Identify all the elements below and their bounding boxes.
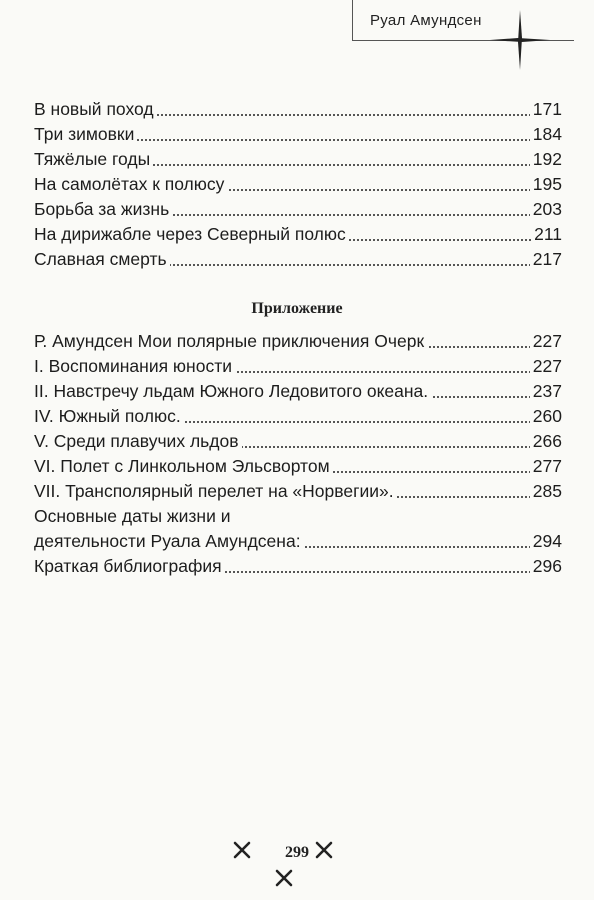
toc-entry-page: 211 — [531, 222, 562, 247]
toc-entry-page: 266 — [530, 429, 562, 454]
toc-main — [34, 97, 562, 272]
toc-entry[interactable] — [34, 247, 562, 272]
toc-entry-page: 237 — [530, 379, 562, 404]
toc-entry-title: I. Воспоминания юности — [34, 356, 235, 376]
toc-entry[interactable] — [34, 479, 562, 504]
toc-entry[interactable] — [34, 329, 562, 354]
appendix-heading: Приложение — [251, 300, 343, 317]
toc-entry-page: 192 — [530, 147, 562, 172]
toc-entry-page: 195 — [530, 172, 562, 197]
toc-entry-page: 227 — [530, 329, 562, 354]
page-footer — [0, 830, 594, 900]
cross-ornament-icon — [232, 840, 252, 860]
toc-entry-page: 184 — [530, 122, 562, 147]
toc-entry-title-line2: деятельности Руала Амундсена: — [34, 531, 304, 551]
toc-appendix — [34, 329, 562, 579]
toc-entry-page: 171 — [530, 97, 562, 122]
toc-entry-title-line1: Основные даты жизни и — [34, 506, 234, 526]
toc-entry-title: IV. Южный полюс. — [34, 406, 184, 426]
toc-entry-title: На самолётах к полюсу — [34, 174, 227, 194]
toc-entry-title: В новый поход — [34, 99, 157, 119]
toc-entry-title: Славная смерть — [34, 249, 170, 269]
toc-entry[interactable] — [34, 404, 562, 429]
toc-entry-title: II. Навстречу льдам Южного Ледовитого океана. — [34, 381, 431, 401]
toc-entry-page: 217 — [530, 247, 562, 272]
toc-entry-page: 294 — [530, 529, 562, 554]
toc-entry-title: VI. Полет с Линкольном Эльсвортом — [34, 456, 333, 476]
toc-entry[interactable] — [34, 379, 562, 404]
cross-ornament-icon — [314, 840, 334, 860]
toc-entry[interactable] — [34, 172, 562, 197]
toc-entry[interactable] — [34, 122, 562, 147]
toc-entry-page: 285 — [530, 479, 562, 504]
toc-entry-title: Тяжёлые годы — [34, 149, 153, 169]
toc-entry-title: Три зимовки — [34, 124, 137, 144]
toc-entry-title: На дирижабле через Северный полюс — [34, 224, 349, 244]
running-header — [0, 0, 594, 48]
toc-entry-title: V. Среди плавучих льдов — [34, 431, 242, 451]
toc-entry-page: 277 — [530, 454, 562, 479]
toc-entry[interactable] — [34, 354, 562, 379]
toc-entry-title: Р. Амундсен Мои полярные приключения Очерк — [34, 331, 427, 351]
toc-entry-page: 203 — [530, 197, 562, 222]
toc-entry-title: Борьба за жизнь — [34, 199, 172, 219]
toc-entry[interactable] — [34, 97, 562, 122]
toc-entry-title: Краткая библиография — [34, 556, 225, 576]
compass-star-icon — [490, 10, 550, 70]
page-number: 299 — [285, 844, 309, 861]
toc-entry-title — [34, 504, 477, 554]
toc-entry-page: 260 — [530, 404, 562, 429]
cross-ornament-icon — [274, 868, 294, 888]
toc-entry-page: 296 — [530, 554, 562, 579]
toc-entry-title: VII. Трансполярный перелет на «Норвегии». — [34, 481, 397, 501]
toc-entry[interactable] — [34, 504, 562, 554]
toc-entry-page: 227 — [530, 354, 562, 379]
toc-entry[interactable] — [34, 429, 562, 454]
toc-entry[interactable] — [34, 197, 562, 222]
header-divider-vertical — [352, 0, 353, 40]
toc-entry[interactable] — [34, 554, 562, 579]
toc-entry[interactable] — [34, 454, 562, 479]
running-header-title: Руал Амундсен — [370, 12, 482, 29]
toc-entry[interactable] — [34, 222, 562, 247]
toc-entry[interactable] — [34, 147, 562, 172]
